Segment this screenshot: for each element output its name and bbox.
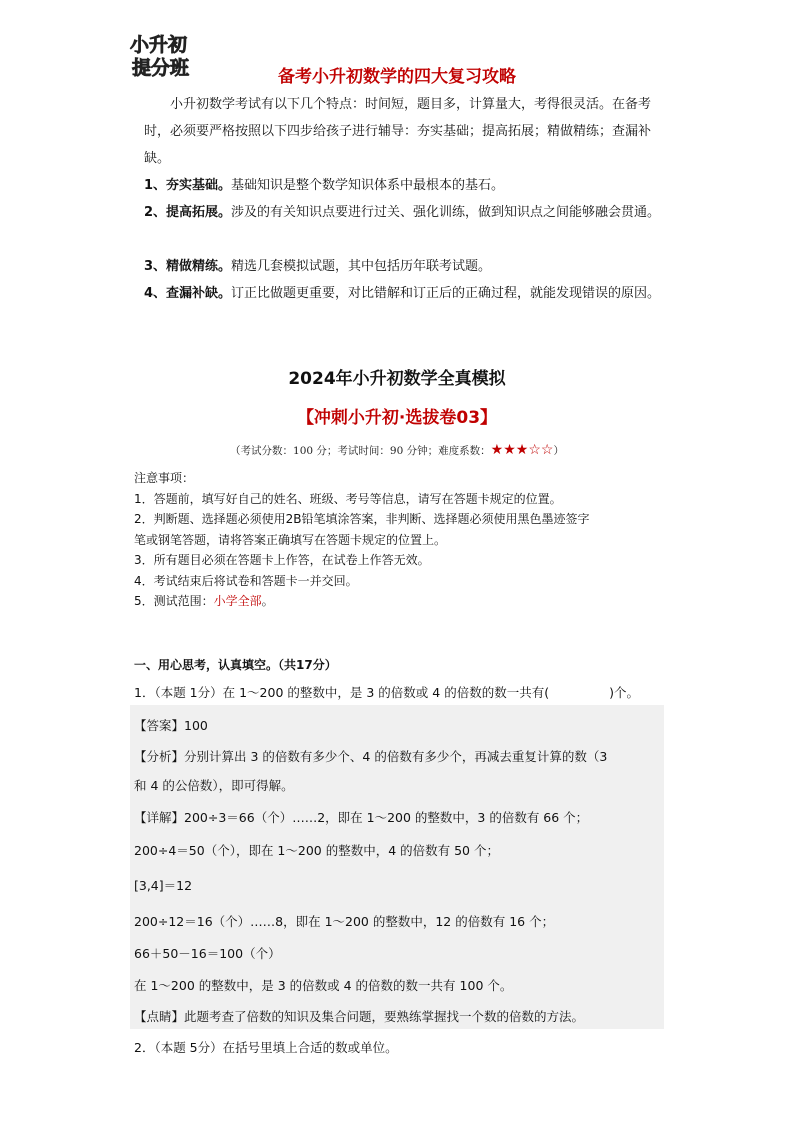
tip-label: 1、夯实基础。 bbox=[144, 178, 232, 193]
meta-text: （考试分数：100 分；考试时间：90 分钟；难度系数： bbox=[230, 445, 491, 457]
notes bbox=[134, 468, 674, 612]
question-2: 2．（本题 5分）在括号里填上合适的数或单位。 bbox=[134, 1040, 398, 1055]
tip-text: 基础知识是整个数学知识体系中最根本的基石。 bbox=[231, 178, 505, 193]
star-filled-icon: ★ bbox=[490, 442, 504, 458]
exam-title: 2024年小升初数学全真模拟 bbox=[288, 369, 506, 389]
tip-4 bbox=[144, 280, 664, 307]
note-scope bbox=[134, 591, 674, 612]
tip-text: 涉及的有关知识点要进行过关、强化训练，做到知识点之间能够融会贯通。 bbox=[231, 205, 661, 220]
star-empty-icon: ☆ bbox=[528, 442, 541, 458]
tip-2 bbox=[144, 199, 664, 226]
star-empty-icon: ☆ bbox=[540, 442, 554, 458]
q1-end: )个。 bbox=[609, 685, 639, 700]
tip-label: 2、提高拓展。 bbox=[144, 205, 232, 220]
tip-label: 4、查漏补缺。 bbox=[144, 286, 232, 301]
header-title: 备考小升初数学的四大复习攻略 bbox=[278, 67, 516, 87]
star-filled-icon: ★ bbox=[515, 442, 529, 458]
tip-text: 精选几套模拟试题，其中包括历年联考试题。 bbox=[231, 259, 492, 274]
solution-analysis: 和 4 的公倍数），即可得解。 bbox=[134, 778, 294, 793]
note-item: 1．答题前，填写好自己的姓名、班级、考号等信息，请写在答题卡规定的位置。 bbox=[134, 491, 562, 506]
scope-value: 小学全部 bbox=[213, 594, 262, 608]
solution-detail: 200÷4＝50（个），即在 1～200 的整数中，4 的倍数有 50 个； bbox=[134, 843, 499, 858]
scope-label: 5．测试范围： bbox=[134, 594, 214, 608]
tip-text: 订正比做题更重要，对比错解和订正后的正确过程，就能发现错误的原因。 bbox=[231, 286, 661, 301]
tip-3 bbox=[144, 253, 664, 280]
solution-answer: 【答案】100 bbox=[134, 718, 208, 733]
difficulty-stars bbox=[490, 442, 554, 458]
intro-paragraph: 小升初数学考试有以下几个特点：时间短，题目多，计算量大，考得很灵活。在备考时，必须要严格按照以下四步给孩子进行辅导：夯实基础；提高拓展；精做精练；查漏补缺。 bbox=[144, 97, 652, 166]
note-item: 3．所有题目必须在答题卡上作答，在试卷上作答无效。 bbox=[134, 553, 430, 567]
notes-heading: 注意事项： bbox=[134, 471, 195, 485]
q1-text: 1．（本题 1分）在 1～200 的整数中，是 3 的倍数或 4 的倍数的数一共有( bbox=[134, 685, 550, 700]
exam-subtitle: 【冲刺小升初·选拔卷03】 bbox=[296, 408, 498, 428]
scope-end: 。 bbox=[261, 594, 274, 608]
note-item: 笔或钢笔答题，请将答案正确填写在答题卡规定的位置上。 bbox=[134, 532, 447, 547]
logo-line1: 小升初 bbox=[130, 34, 188, 56]
solution-detail: 【详解】200÷3＝66（个）……2，即在 1～200 的整数中，3 的倍数有 66 个； bbox=[134, 810, 589, 825]
note-item: 4．考试结束后将试卷和答题卡一并交回。 bbox=[134, 573, 358, 588]
tip-1 bbox=[144, 172, 664, 199]
tip-label: 3、精做精练。 bbox=[144, 259, 232, 274]
logo-line2: 提分班 bbox=[132, 57, 190, 79]
star-filled-icon: ★ bbox=[503, 442, 516, 458]
solution-detail: 在 1～200 的整数中，是 3 的倍数或 4 的倍数的数一共有 100 个。 bbox=[134, 978, 513, 993]
section-heading: 一、用心思考，认真填空。（共17分） bbox=[134, 658, 337, 672]
solution-detail: [3,4]＝12 bbox=[134, 878, 193, 893]
solution-analysis: 【分析】分别计算出 3 的倍数有多少个、4 的倍数有多少个，再减去重复计算的数（3 bbox=[134, 749, 608, 764]
exam-meta bbox=[0, 442, 794, 458]
note-item: 2．判断题、选择题必须使用2B铅笔填涂答案，非判断、选择题必须使用黑色墨迹签字 bbox=[134, 512, 590, 526]
meta-close: ） bbox=[553, 445, 564, 457]
solution-detail: 200÷12＝16（个）……8，即在 1～200 的整数中，12 的倍数有 16 个； bbox=[134, 914, 555, 929]
question-1 bbox=[134, 683, 639, 701]
solution-detail: 66＋50－16＝100（个） bbox=[134, 946, 281, 961]
solution-comment: 【点睛】此题考查了倍数的知识及集合问题，要熟练掌握找一个数的倍数的方法。 bbox=[134, 1009, 585, 1024]
